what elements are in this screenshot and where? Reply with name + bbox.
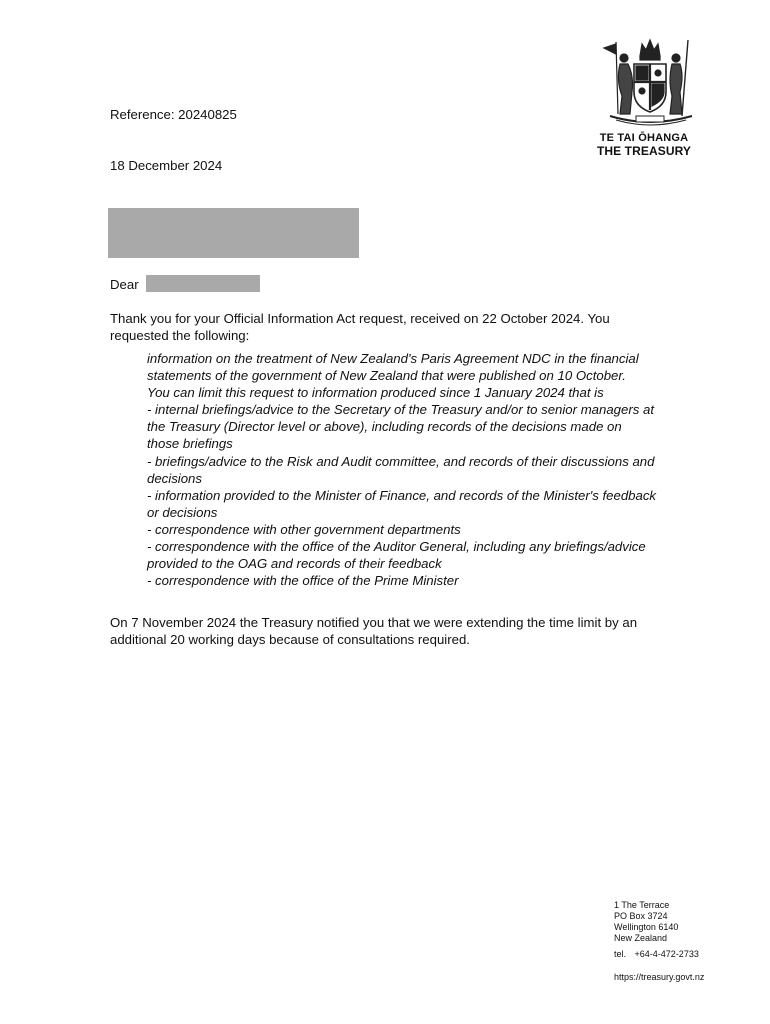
request-line: - correspondence with the office of the Auditor General, including any briefings/advice provided to the OAG and records of their feedback xyxy=(147,539,646,572)
letter-date: 18 December 2024 xyxy=(110,158,223,173)
website-link[interactable]: https://treasury.govt.nz xyxy=(614,972,705,982)
redacted-recipient-name xyxy=(146,275,260,292)
logo-maori-name: TE TAI ŌHANGA xyxy=(599,132,689,144)
salutation: Dear xyxy=(110,277,139,292)
intro-paragraph: Thank you for your Official Information Act request, received on 22 October 2024. You requested the following: xyxy=(110,311,610,343)
address-line: 1 The Terrace xyxy=(614,900,670,910)
request-line: - information provided to the Minister of Finance, and records of the Minister's feedback or decisions xyxy=(147,487,657,520)
request-quote xyxy=(147,350,657,589)
request-line: - correspondence with the office of the Prime Minister xyxy=(147,573,459,589)
telephone-number: +64-4-472-2733 xyxy=(634,949,699,959)
coat-of-arms-icon xyxy=(596,36,704,126)
request-line: - internal briefings/advice to the Secretary of the Treasury and/or to senior managers at the Treasury (Director level or above), including records of the decisions made on those briefings xyxy=(147,402,654,452)
redacted-address-block xyxy=(108,208,359,258)
treasury-logo xyxy=(590,36,710,126)
extension-paragraph: On 7 November 2024 the Treasury notified you that we were extending the time limit by an additional 20 working days because of consultations required. xyxy=(110,615,638,647)
reference-number: Reference: 20240825 xyxy=(110,107,237,122)
logo-english-name: THE TREASURY xyxy=(596,144,692,158)
request-line: - correspondence with other government departments xyxy=(147,521,461,537)
address-line: Wellington 6140 xyxy=(614,922,679,932)
telephone xyxy=(614,949,704,960)
address-line: PO Box 3724 xyxy=(614,911,668,921)
request-line: - briefings/advice to the Risk and Audit committee, and records of their discussions and decisions xyxy=(147,453,655,486)
treasury-address xyxy=(614,900,704,983)
telephone-label: tel. xyxy=(614,949,627,959)
address-line: New Zealand xyxy=(614,933,668,943)
request-line: You can limit this request to information produced since 1 January 2024 that is xyxy=(147,385,604,401)
request-line: information on the treatment of New Zealand's Paris Agreement NDC in the financial statements of the government of New Zealand that were published on 10 October. xyxy=(147,351,639,384)
